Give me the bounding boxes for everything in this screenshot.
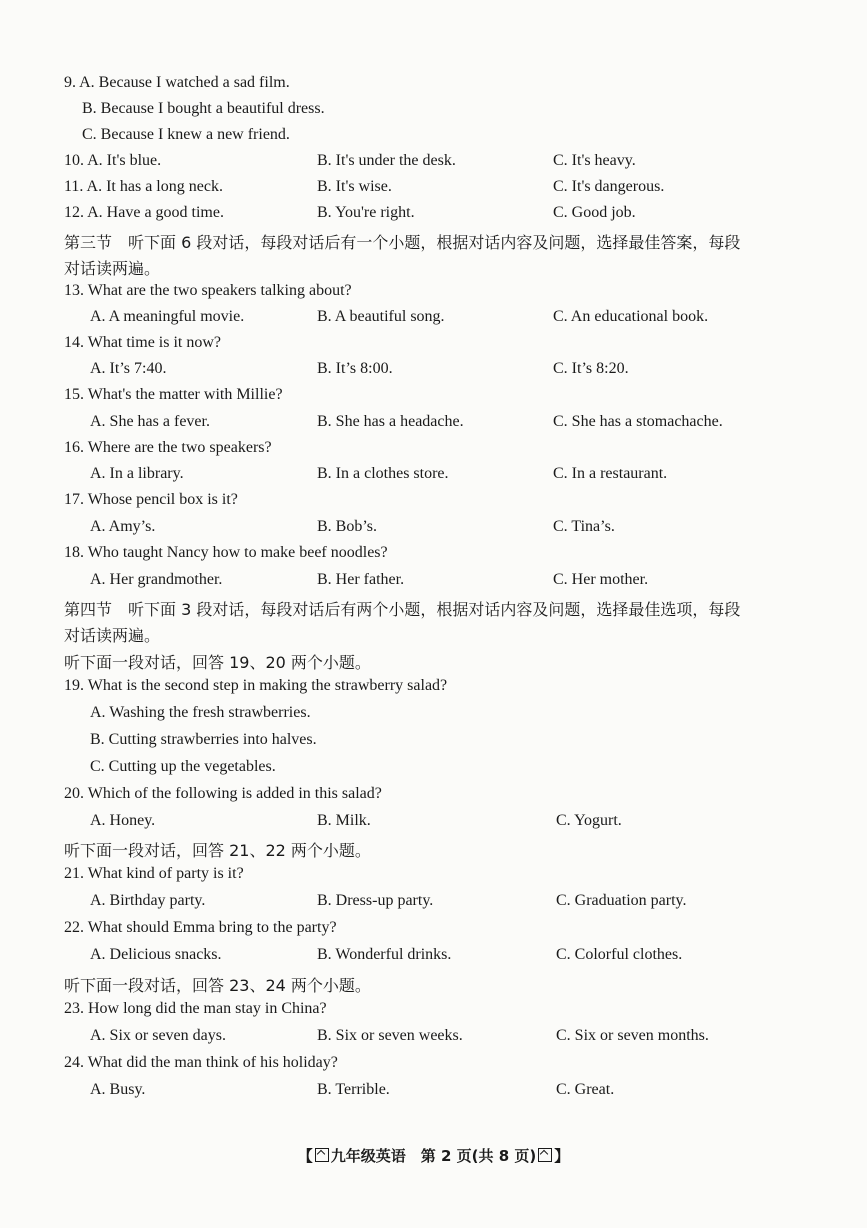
option-c: C. Six or seven months. xyxy=(556,1027,709,1044)
question-9 xyxy=(64,74,290,92)
page-footer xyxy=(0,1145,867,1166)
option-b: B. Cutting strawberries into halves. xyxy=(90,731,317,748)
footer-right-bracket: 】 xyxy=(554,1147,570,1165)
option-a: A. Amy’s. xyxy=(90,518,156,535)
section-3-instructions-cont: 对话读两遍。 xyxy=(64,259,161,278)
option-c: C. Good job. xyxy=(553,204,636,221)
option-b: B. Dress-up party. xyxy=(317,892,434,909)
question-number: 10. xyxy=(64,152,84,169)
scan-mark-icon xyxy=(315,1148,329,1162)
option-c: C. Yogurt. xyxy=(556,812,622,829)
option-a: A. Because I watched a sad film. xyxy=(79,74,290,91)
question-11 xyxy=(64,178,223,196)
option-a: A. Six or seven days. xyxy=(90,1027,226,1044)
option-c: C. It's dangerous. xyxy=(553,178,665,195)
question-13-stem: 13. What are the two speakers talking about? xyxy=(64,282,352,299)
option-c: C. An educational book. xyxy=(553,308,709,325)
option-c: C. It's heavy. xyxy=(553,152,636,169)
option-b: B. Wonderful drinks. xyxy=(317,946,452,963)
option-c: C. It’s 8:20. xyxy=(553,360,629,377)
option-c: C. Cutting up the vegetables. xyxy=(90,758,276,775)
option-c: C. She has a stomachache. xyxy=(553,413,723,430)
scan-mark-icon xyxy=(538,1148,552,1162)
question-23-stem: 23. How long did the man stay in China? xyxy=(64,1000,327,1017)
question-17-stem: 17. Whose pencil box is it? xyxy=(64,491,238,508)
option-b: B. You're right. xyxy=(317,204,415,221)
question-10 xyxy=(64,152,161,170)
option-b: B. Bob’s. xyxy=(317,518,378,535)
option-c: C. Because I knew a new friend. xyxy=(82,126,290,143)
footer-left-bracket: 【 xyxy=(297,1147,313,1165)
question-number: 9. xyxy=(64,74,76,91)
question-21-stem: 21. What kind of party is it? xyxy=(64,865,244,882)
option-a: A. Birthday party. xyxy=(90,892,206,909)
footer-text: 九年级英语 第 2 页(共 8 页) xyxy=(330,1147,537,1165)
option-c: C. Great. xyxy=(556,1081,615,1098)
option-a: A. Busy. xyxy=(90,1081,146,1098)
option-a: A. Honey. xyxy=(90,812,156,829)
option-a: A. It has a long neck. xyxy=(86,178,223,195)
option-b: B. Milk. xyxy=(317,812,371,829)
question-number: 11. xyxy=(64,178,84,195)
option-a: A. It’s 7:40. xyxy=(90,360,167,377)
option-c: C. In a restaurant. xyxy=(553,465,668,482)
option-b: B. It's under the desk. xyxy=(317,152,456,169)
question-18-stem: 18. Who taught Nancy how to make beef noodles? xyxy=(64,544,388,561)
option-c: C. Graduation party. xyxy=(556,892,687,909)
option-a: A. Washing the fresh strawberries. xyxy=(90,704,311,721)
option-b: B. It's wise. xyxy=(317,178,392,195)
option-b: B. A beautiful song. xyxy=(317,308,445,325)
option-a: A. She has a fever. xyxy=(90,413,210,430)
question-16-stem: 16. Where are the two speakers? xyxy=(64,439,272,456)
question-19-stem: 19. What is the second step in making the strawberry salad? xyxy=(64,677,448,694)
option-c: C. Her mother. xyxy=(553,571,649,588)
option-b: B. It’s 8:00. xyxy=(317,360,393,377)
option-b: B. She has a headache. xyxy=(317,413,464,430)
option-b: B. In a clothes store. xyxy=(317,465,449,482)
option-c: C. Tina’s. xyxy=(553,518,615,535)
option-a: A. Delicious snacks. xyxy=(90,946,222,963)
option-b: B. Terrible. xyxy=(317,1081,390,1098)
dialogue-2-instruction: 听下面一段对话，回答 21、22 两个小题。 xyxy=(64,841,371,860)
question-number: 12. xyxy=(64,204,84,221)
option-c: C. Colorful clothes. xyxy=(556,946,683,963)
option-b: B. Six or seven weeks. xyxy=(317,1027,463,1044)
question-24-stem: 24. What did the man think of his holiday? xyxy=(64,1054,338,1071)
dialogue-3-instruction: 听下面一段对话，回答 23、24 两个小题。 xyxy=(64,976,371,995)
question-22-stem: 22. What should Emma bring to the party? xyxy=(64,919,337,936)
option-a: A. In a library. xyxy=(90,465,184,482)
option-a: A. A meaningful movie. xyxy=(90,308,245,325)
option-a: A. Her grandmother. xyxy=(90,571,223,588)
question-14-stem: 14. What time is it now? xyxy=(64,334,222,351)
option-a: A. It's blue. xyxy=(87,152,162,169)
question-20-stem: 20. Which of the following is added in this salad? xyxy=(64,785,382,802)
section-4-instructions: 第四节 听下面 3 段对话，每段对话后有两个小题，根据对话内容及问题，选择最佳选项，每段 xyxy=(64,600,741,619)
question-12 xyxy=(64,204,224,222)
section-3-instructions: 第三节 听下面 6 段对话，每段对话后有一个小题，根据对话内容及问题，选择最佳答案，每段 xyxy=(64,233,741,252)
section-4-instructions-cont: 对话读两遍。 xyxy=(64,626,161,645)
option-a: A. Have a good time. xyxy=(87,204,224,221)
option-b: B. Because I bought a beautiful dress. xyxy=(82,100,325,117)
dialogue-1-instruction: 听下面一段对话，回答 19、20 两个小题。 xyxy=(64,653,371,672)
question-15-stem: 15. What's the matter with Millie? xyxy=(64,386,283,403)
option-b: B. Her father. xyxy=(317,571,405,588)
